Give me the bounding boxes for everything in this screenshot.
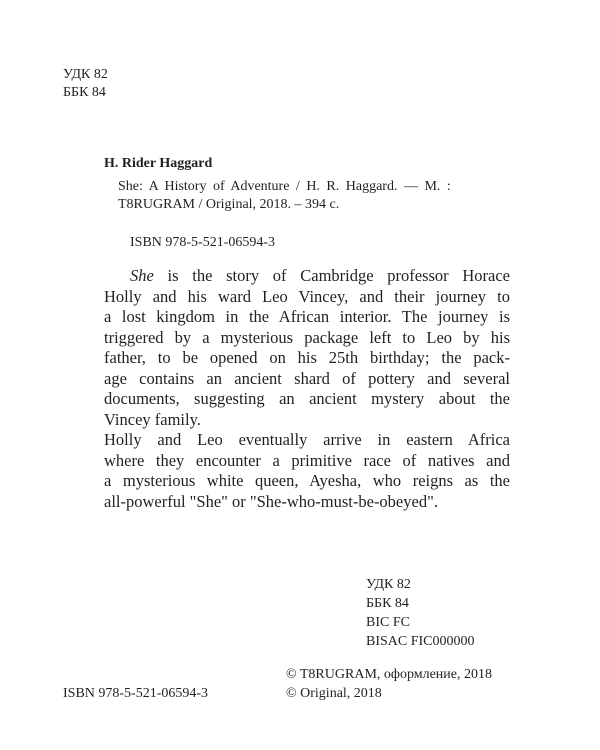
annotation-p1-line-1: She is the story of Cambridge professor Horace: [130, 266, 510, 285]
bic-code: BIC FC: [366, 615, 410, 630]
udk-bottom: УДК 82: [366, 577, 411, 592]
isbn-top: ISBN 978-5-521-06594-3: [130, 235, 276, 250]
isbn-bottom: ISBN 978-5-521-06594-3: [63, 686, 209, 701]
annotation-line: father, to be opened on his 25th birthday; the pack-: [104, 348, 510, 367]
annotation-line: documents, suggesting an ancient mystery about the: [104, 389, 510, 408]
annotation-line: a lost kingdom in the African interior. The journey is: [104, 307, 510, 326]
copyright-original: © Original, 2018: [286, 686, 382, 701]
bibliographic-description-line-2: T8RUGRAM / Original, 2018. – 394 c.: [118, 197, 340, 212]
author-name: H. Rider Haggard: [104, 156, 213, 171]
bbk-top: ББК 84: [63, 85, 106, 100]
annotation-line: where they encounter a primitive race of natives and: [104, 450, 510, 470]
annotation-line: all-powerful "She" or "She-who-must-be-obeyed".: [104, 491, 438, 511]
annotation-line: a mysterious white queen, Ayesha, who reigns as the: [104, 471, 510, 490]
book-title-italic: She: [130, 266, 154, 285]
copyright-design: © T8RUGRAM, оформление, 2018: [286, 667, 493, 682]
annotation-line: Holly and his ward Leo Vincey, and their journey to: [104, 286, 510, 306]
annotation-line: Holly and Leo eventually arrive in eastern Africa: [104, 430, 510, 449]
annotation-line: triggered by a mysterious package left to Leo by his: [104, 327, 510, 347]
bibliographic-description-line-1: She: A History of Adventure / H. R. Haggard. — M. :: [118, 179, 451, 194]
bisac-code: BISAC FIC000000: [366, 634, 475, 649]
udk-top: УДК 82: [63, 67, 108, 82]
annotation-line: Vincey family.: [104, 409, 201, 429]
annotation-paragraph-1: [104, 266, 510, 430]
annotation-line: age contains an ancient shard of pottery and several: [104, 368, 510, 388]
annotation-paragraph-2: [104, 430, 510, 512]
bbk-bottom: ББК 84: [366, 596, 409, 611]
